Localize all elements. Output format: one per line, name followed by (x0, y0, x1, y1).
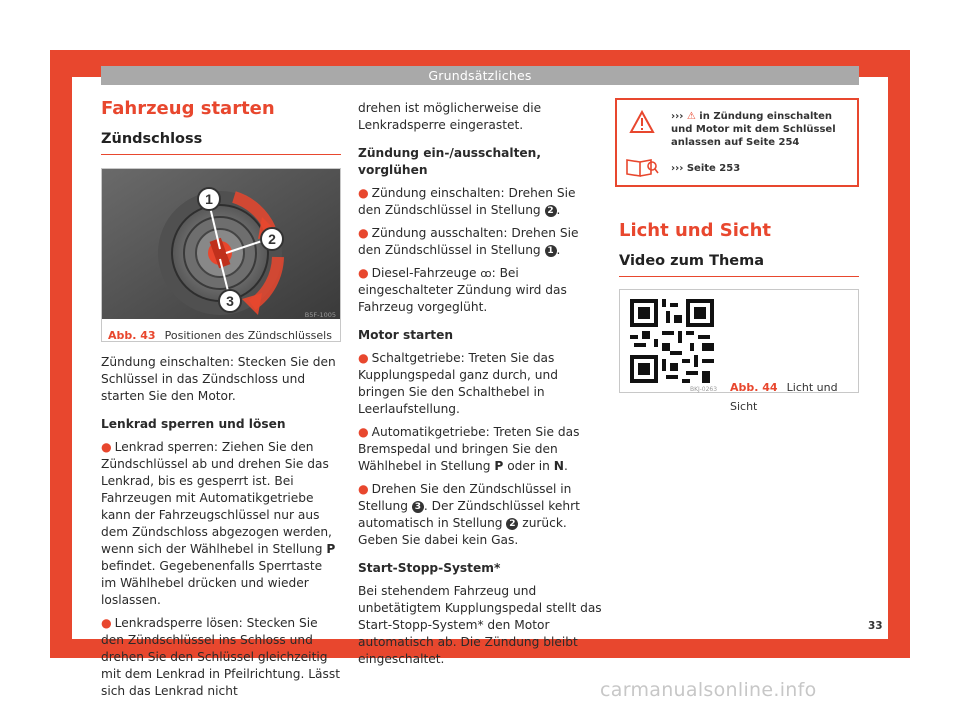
section-title: Fahrzeug starten (101, 98, 275, 119)
heading-ignition: Zündung ein-/ausschalten, vorglühen (358, 146, 541, 177)
figure-caption (730, 376, 858, 414)
paragraph: Bei stehendem Fahrzeug und unbetätigtem Kupplungspedal stellt das Start-Stopp-System* den Motor automatisch ab. Die Zündung bleibt eingeschaltet. (358, 584, 602, 666)
section-title-light: Licht und Sicht (619, 220, 771, 241)
left-text (101, 354, 341, 706)
warning-box (615, 98, 859, 187)
figure-caption-text: Licht und Sicht (730, 381, 838, 413)
list-item: ● Drehen Sie den Zündschlüssel in Stellung 3 . Der Zündschlüssel kehrt automatisch in Stellung 2 zurück. Geben Sie dabei kein Gas. (358, 482, 580, 547)
svg-text:3: 3 (226, 293, 234, 309)
ignition-illustration (102, 169, 340, 319)
list-item: ● Lenkrad sperren: Ziehen Sie den Zündschlüssel ab und drehen Sie das Lenkrad, bis es gesperrt ist. Bei Fahrzeugen mit Automatikgetriebe kann der Fahrzeugschlüssel nur aus dem Zündschloss abgezogen werden, wenn sich der Wählhebel in Stellung P befindet. Gegebenenfalls Sperrtaste im Wählhebel drücken und wieder loslassen. (101, 440, 336, 607)
figure-ignition (101, 168, 341, 342)
figure-caption (108, 324, 332, 343)
heading-steering-lock: Lenkrad sperren und lösen (101, 417, 286, 431)
section-subtitle: Zündschloss (101, 131, 341, 155)
callout-1 (198, 188, 220, 210)
list-item: ● Schaltgetriebe: Treten Sie das Kupplungspedal ganz durch, und bringen Sie den Schalthebel in Leerlaufstellung. (358, 351, 558, 416)
heading-start-stop: Start-Stopp-System* (358, 561, 501, 575)
callout-2 (261, 228, 283, 250)
paragraph: drehen ist möglicherweise die Lenkradsperre eingerastet. (358, 101, 542, 132)
middle-column (358, 100, 602, 679)
warning-reference[interactable]: ››› ⚠ in Zündung einschalten und Motor mit dem Schlüssel anlassen auf Seite 254 (671, 111, 836, 148)
figure-label: Abb. 44 (730, 381, 778, 394)
section-header: Grundsätzliches (101, 66, 859, 85)
svg-text:2: 2 (268, 231, 276, 247)
book-reference[interactable]: ››› Seite 253 (671, 163, 741, 174)
figure-caption-text: Positionen des Zündschlüssels (164, 329, 332, 342)
paragraph: Zündung einschalten: Stecken Sie den Schlüssel in das Zündschloss und starten Sie den Motor. (101, 355, 336, 403)
figure-code: B5F-1005 (304, 311, 336, 319)
page-number: 33 (868, 620, 883, 632)
qr-code-icon[interactable] (626, 295, 718, 387)
left-column (101, 100, 341, 155)
section-subtitle-video: Video zum Thema (619, 253, 859, 277)
heading-motor: Motor starten (358, 328, 454, 342)
warning-inline-icon: ⚠ (686, 111, 696, 122)
glow-plug-icon: ꝏ (480, 267, 492, 280)
figure-label: Abb. 43 (108, 329, 156, 342)
watermark: carmanualsonline.info (600, 679, 817, 701)
list-item: ● Zündung ausschalten: Drehen Sie den Zündschlüssel in Stellung 1 . (358, 226, 579, 257)
figure-video (619, 289, 859, 413)
book-icon (625, 156, 659, 178)
list-item: ● Diesel-Fahrzeuge ꝏ: Bei eingeschalteter Zündung wird das Fahrzeug vorgeglüht. (358, 266, 567, 314)
warning-icon (629, 110, 655, 134)
list-item: ● Automatikgetriebe: Treten Sie das Bremspedal und bringen Sie den Wählhebel in Stellung P oder in N. (358, 425, 580, 473)
figure-code: BKJ-0263 (690, 386, 718, 393)
callout-3 (219, 290, 241, 312)
svg-text:1: 1 (205, 191, 213, 207)
list-item: ● Lenkradsperre lösen: Stecken Sie den Zündschlüssel ins Schloss und drehen Sie den Schlüssel gleichzeitig mit dem Lenkrad in Pfeilrichtung. Lässt sich das Lenkrad nicht (101, 616, 341, 698)
right-column (619, 222, 859, 277)
list-item: ● Zündung einschalten: Drehen Sie den Zündschlüssel in Stellung 2 . (358, 186, 576, 217)
